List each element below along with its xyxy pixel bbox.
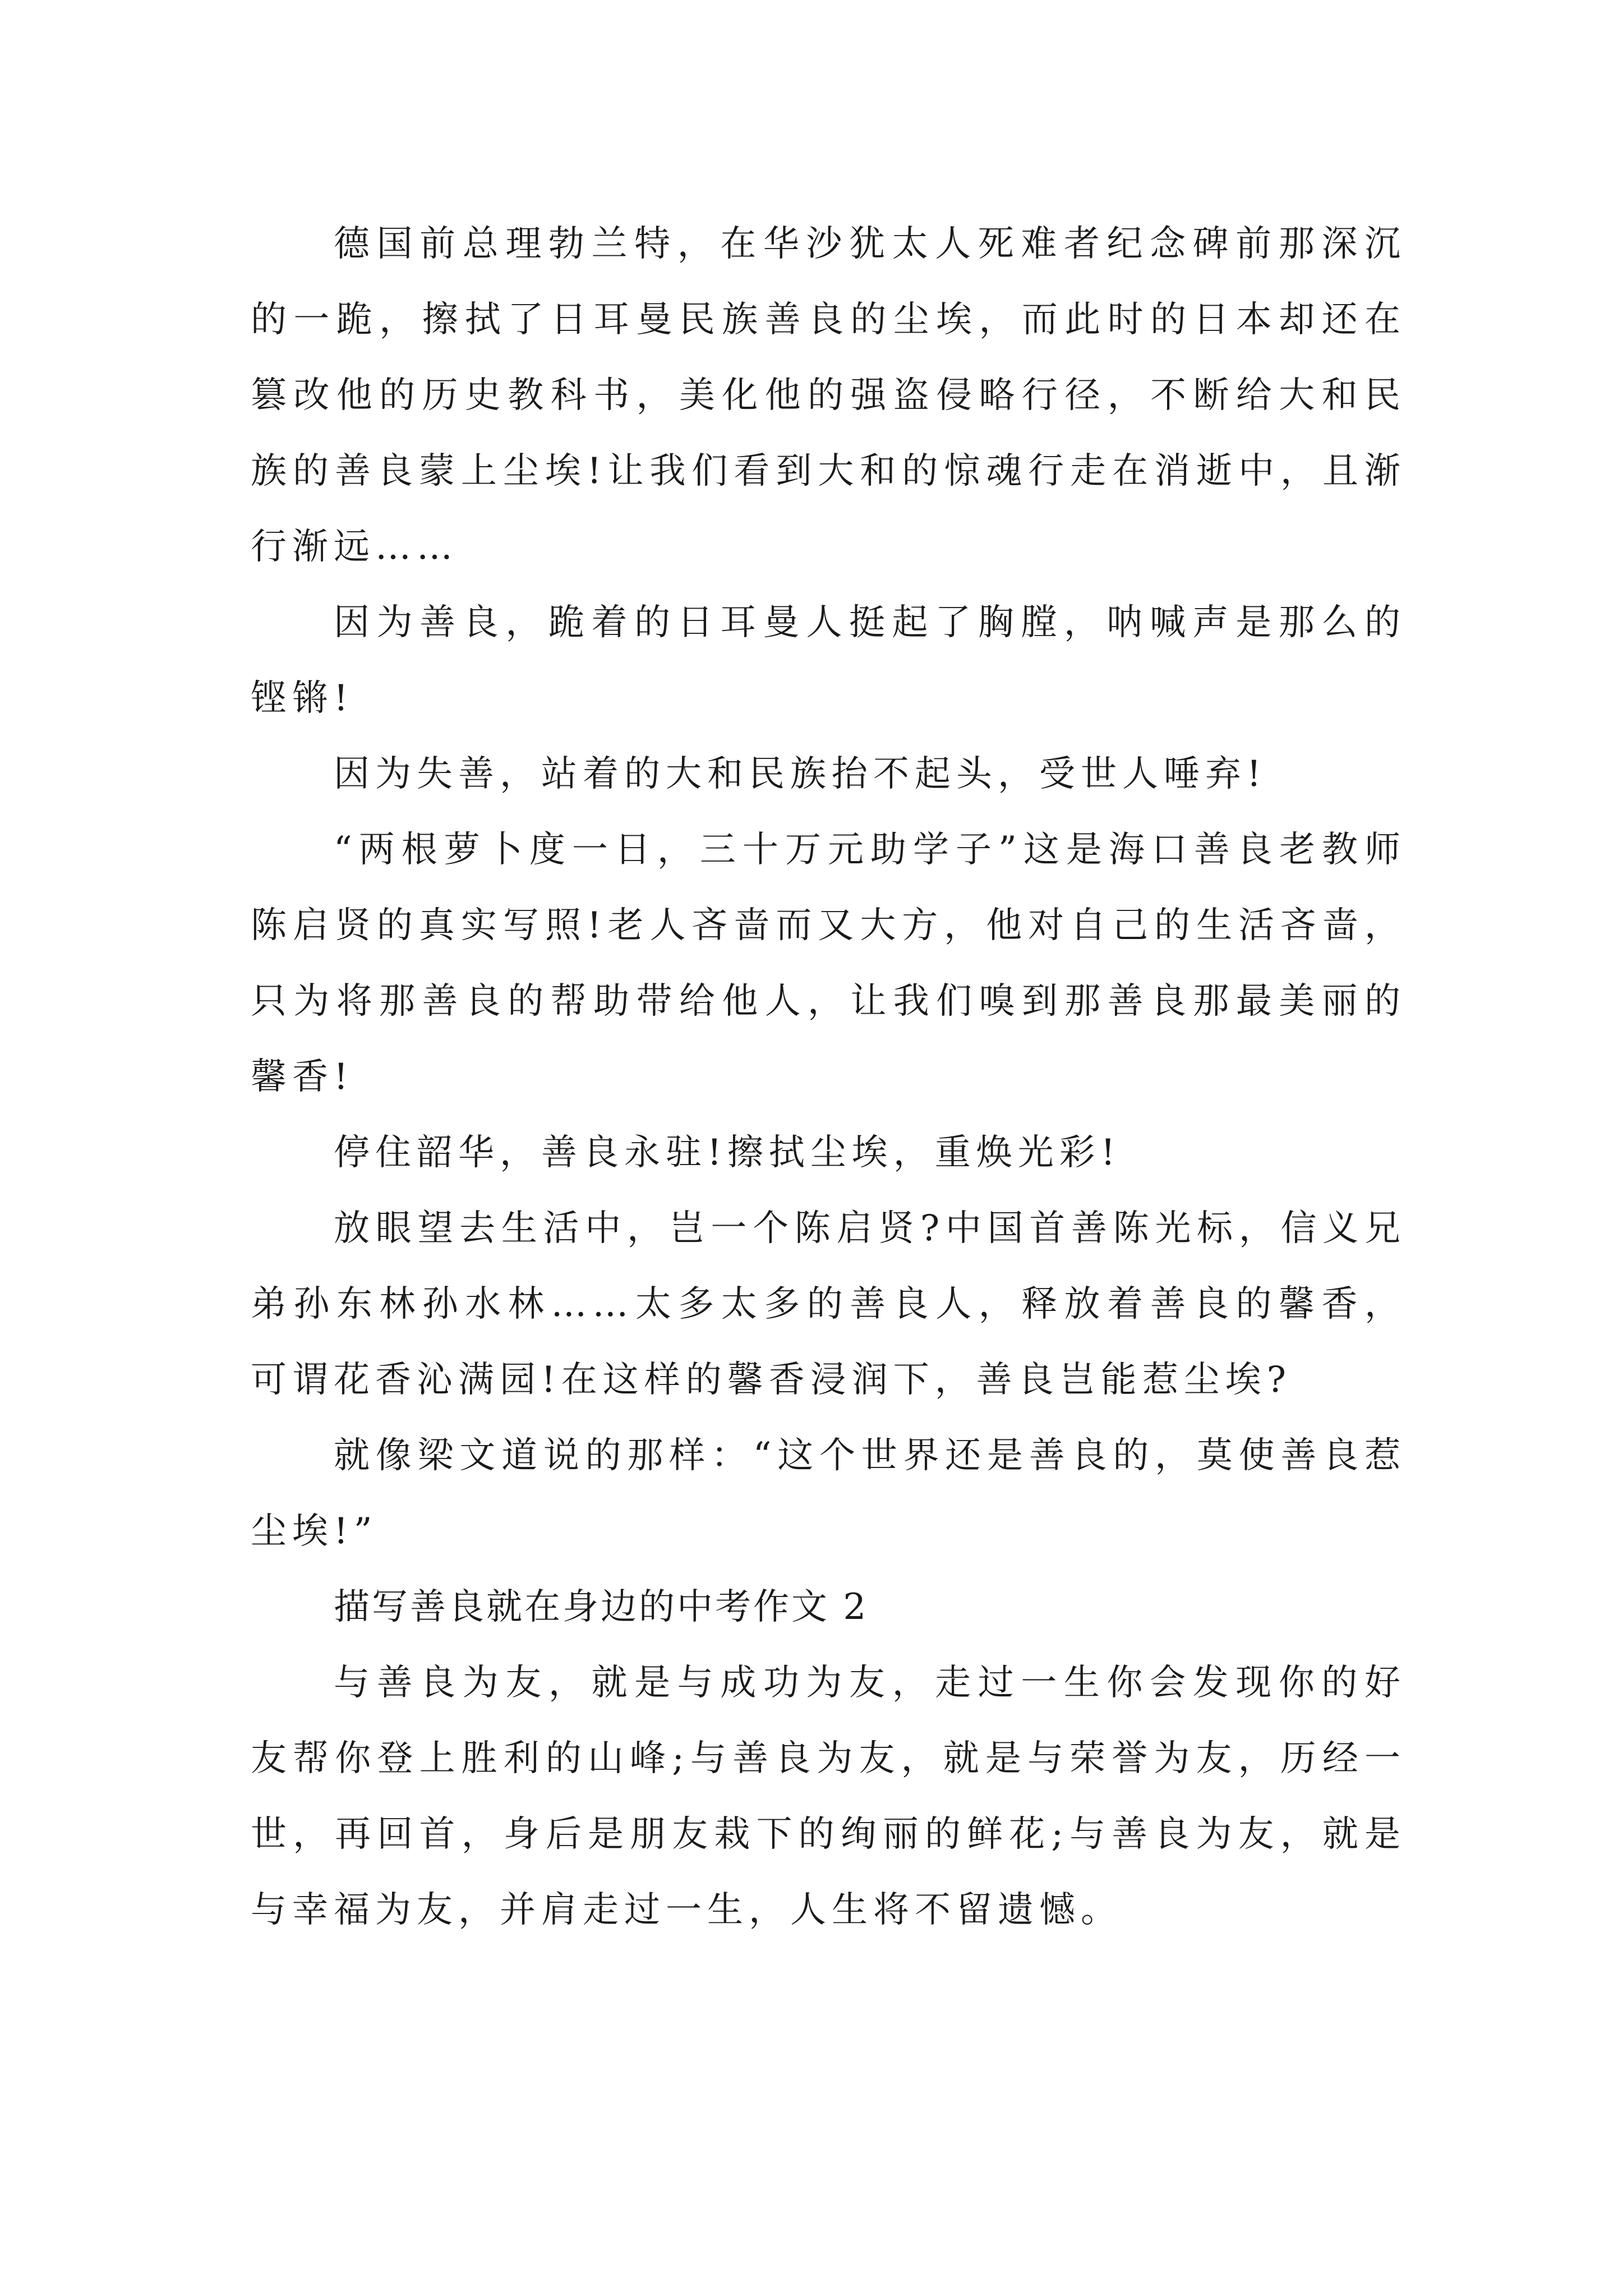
paragraph-liang-wendao-quote: 就像梁文道说的那样：“这个世界还是善良的，莫使善良惹尘埃!” xyxy=(251,1435,1406,1552)
paragraph-germans-stand: 因为善良，跪着的日耳曼人挺起了胸膛，呐喊声是那么的铿锵! xyxy=(251,602,1406,719)
paragraph-kindness-remains: 停住韶华，善良永驻!擦拭尘埃，重焕光彩! xyxy=(334,1132,1121,1174)
paragraph-chen-qixian: “两根萝卜度一日，三十万元助学子”这是海口善良老教师陈启贤的真实写照!老人吝啬而又大方，他对自己的生活吝啬，只为将那善良的帮助带给他人，让我们嗅到那善良那最美丽的馨香! xyxy=(251,829,1406,1098)
paragraph-good-people: 放眼望去生活中，岂一个陈启贤?中国首善陈光标，信义兄弟孙东林孙水林……太多太多的善良人，释放着善良的馨香，可谓花香沁满园!在这样的馨香浸润下，善良岂能惹尘埃? xyxy=(251,1208,1406,1401)
paragraph-friend-of-kindness: 与善良为友，就是与成功为友，走过一生你会发现你的好友帮你登上胜利的山峰;与善良为友，就是与荣誉为友，历经一世，再回首，身后是朋友栽下的绚丽的鲜花;与善良为友，就是与幸福为友，并肩走过一生，人生将不留遗憾。 xyxy=(251,1662,1406,1931)
paragraph-brandt-kneel: 德国前总理勃兰特，在华沙犹太人死难者纪念碑前那深沉的一跪，擦拭了日耳曼民族善良的尘埃，而此时的日本却还在篡改他的历史教科书，美化他的强盗侵略行径，不断给大和民族的善良蒙上尘埃!让我们看到大和的惊魂行走在消逝中，且渐行渐远…… xyxy=(251,223,1406,568)
document-body xyxy=(251,206,1406,1948)
section-heading: 描写善良就在身边的中考作文 2 xyxy=(334,1586,869,1628)
paragraph-yamato-shame: 因为失善，站着的大和民族抬不起头，受世人唾弃! xyxy=(334,753,1267,795)
